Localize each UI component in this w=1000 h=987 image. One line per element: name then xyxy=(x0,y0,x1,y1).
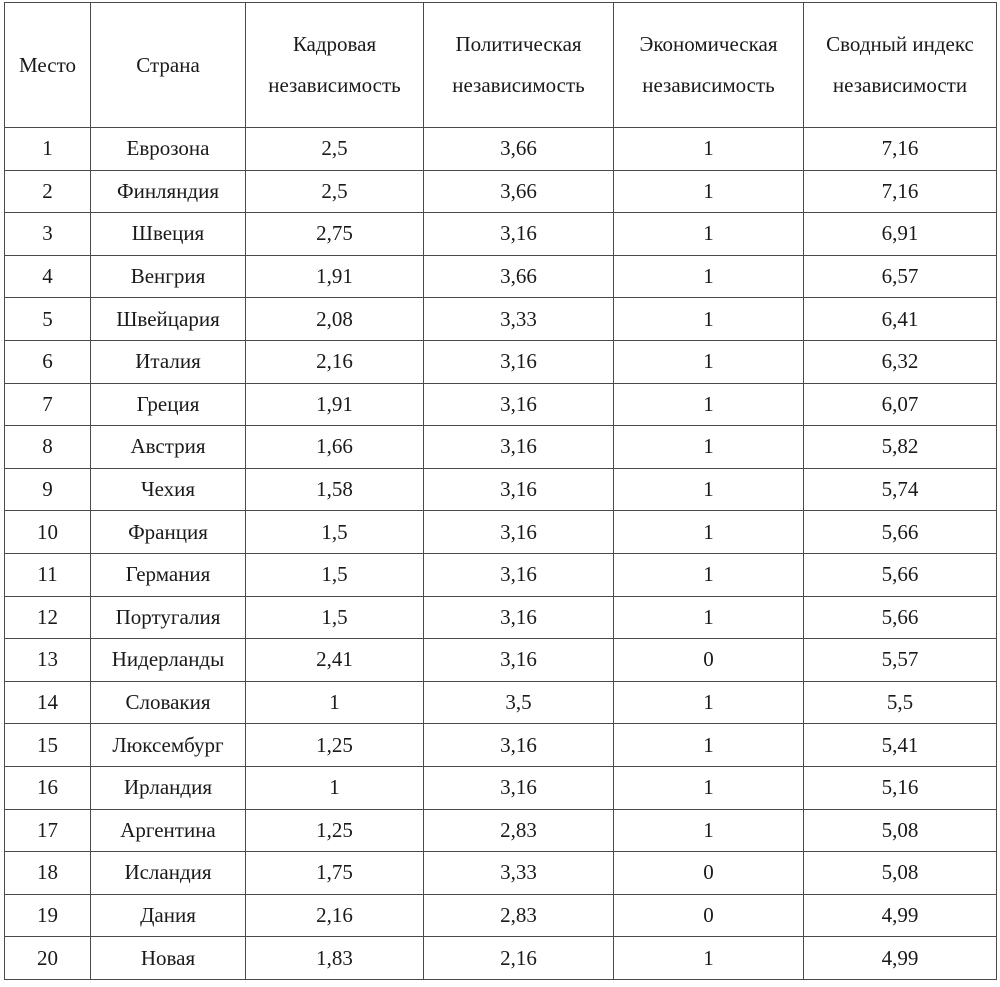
cell-composite-index: 5,66 xyxy=(804,511,997,554)
header-political-independence: Политическая независимость xyxy=(424,3,614,128)
table-row xyxy=(5,511,997,554)
cell-economic-independence: 1 xyxy=(614,426,804,469)
cell-composite-index: 5,41 xyxy=(804,724,997,767)
cell-composite-index: 5,66 xyxy=(804,596,997,639)
cell-composite-index: 5,5 xyxy=(804,681,997,724)
cell-political-independence: 3,16 xyxy=(424,213,614,256)
cell-place: 15 xyxy=(5,724,91,767)
table-row xyxy=(5,724,997,767)
cell-place: 7 xyxy=(5,383,91,426)
cell-place: 10 xyxy=(5,511,91,554)
cell-staff-independence: 1,58 xyxy=(246,468,424,511)
cell-political-independence: 3,5 xyxy=(424,681,614,724)
cell-country: Аргентина xyxy=(91,809,246,852)
cell-place: 12 xyxy=(5,596,91,639)
cell-country: Дания xyxy=(91,894,246,937)
cell-staff-independence: 2,08 xyxy=(246,298,424,341)
table-row xyxy=(5,340,997,383)
header-staff-independence: Кадровая независимость xyxy=(246,3,424,128)
cell-staff-independence: 2,75 xyxy=(246,213,424,256)
cell-country: Исландия xyxy=(91,852,246,895)
cell-country: Финляндия xyxy=(91,170,246,213)
cell-place: 20 xyxy=(5,937,91,980)
table-row xyxy=(5,852,997,895)
cell-political-independence: 3,66 xyxy=(424,170,614,213)
cell-political-independence: 3,16 xyxy=(424,553,614,596)
cell-economic-independence: 0 xyxy=(614,852,804,895)
header-economic-independence: Экономическая независимость xyxy=(614,3,804,128)
cell-staff-independence: 2,5 xyxy=(246,128,424,171)
cell-composite-index: 5,08 xyxy=(804,852,997,895)
cell-place: 18 xyxy=(5,852,91,895)
independence-table xyxy=(4,2,997,980)
cell-composite-index: 6,07 xyxy=(804,383,997,426)
cell-political-independence: 3,66 xyxy=(424,128,614,171)
cell-composite-index: 4,99 xyxy=(804,937,997,980)
cell-economic-independence: 1 xyxy=(614,213,804,256)
cell-country: Венгрия xyxy=(91,255,246,298)
cell-composite-index: 6,41 xyxy=(804,298,997,341)
table-row xyxy=(5,298,997,341)
cell-country: Германия xyxy=(91,553,246,596)
cell-economic-independence: 1 xyxy=(614,681,804,724)
cell-country: Люксембург xyxy=(91,724,246,767)
independence-table-container xyxy=(4,2,996,980)
cell-staff-independence: 2,5 xyxy=(246,170,424,213)
cell-economic-independence: 1 xyxy=(614,255,804,298)
cell-staff-independence: 2,41 xyxy=(246,639,424,682)
cell-economic-independence: 1 xyxy=(614,937,804,980)
cell-composite-index: 4,99 xyxy=(804,894,997,937)
header-country: Страна xyxy=(91,3,246,128)
cell-staff-independence: 2,16 xyxy=(246,894,424,937)
cell-political-independence: 3,33 xyxy=(424,852,614,895)
table-row xyxy=(5,170,997,213)
cell-composite-index: 7,16 xyxy=(804,170,997,213)
cell-political-independence: 2,83 xyxy=(424,894,614,937)
cell-staff-independence: 1,83 xyxy=(246,937,424,980)
cell-economic-independence: 1 xyxy=(614,128,804,171)
header-composite-index: Сводный индекс независимости xyxy=(804,3,997,128)
cell-political-independence: 3,16 xyxy=(424,511,614,554)
table-row xyxy=(5,553,997,596)
table-row xyxy=(5,596,997,639)
cell-place: 17 xyxy=(5,809,91,852)
cell-economic-independence: 0 xyxy=(614,639,804,682)
cell-staff-independence: 1,5 xyxy=(246,511,424,554)
table-row xyxy=(5,128,997,171)
cell-place: 3 xyxy=(5,213,91,256)
table-row xyxy=(5,468,997,511)
cell-place: 13 xyxy=(5,639,91,682)
cell-staff-independence: 2,16 xyxy=(246,340,424,383)
table-header xyxy=(5,3,997,128)
cell-place: 5 xyxy=(5,298,91,341)
cell-staff-independence: 1,5 xyxy=(246,596,424,639)
header-row xyxy=(5,3,997,128)
cell-composite-index: 5,82 xyxy=(804,426,997,469)
cell-place: 2 xyxy=(5,170,91,213)
cell-economic-independence: 1 xyxy=(614,511,804,554)
cell-economic-independence: 1 xyxy=(614,724,804,767)
cell-composite-index: 5,74 xyxy=(804,468,997,511)
cell-political-independence: 3,16 xyxy=(424,766,614,809)
cell-staff-independence: 1 xyxy=(246,766,424,809)
cell-economic-independence: 1 xyxy=(614,809,804,852)
cell-staff-independence: 1,75 xyxy=(246,852,424,895)
cell-economic-independence: 1 xyxy=(614,340,804,383)
cell-country: Франция xyxy=(91,511,246,554)
cell-political-independence: 3,66 xyxy=(424,255,614,298)
cell-economic-independence: 1 xyxy=(614,596,804,639)
cell-country: Австрия xyxy=(91,426,246,469)
cell-country: Еврозона xyxy=(91,128,246,171)
cell-staff-independence: 1,91 xyxy=(246,255,424,298)
cell-staff-independence: 1,5 xyxy=(246,553,424,596)
cell-political-independence: 3,16 xyxy=(424,596,614,639)
table-row xyxy=(5,894,997,937)
cell-political-independence: 3,16 xyxy=(424,724,614,767)
cell-composite-index: 5,57 xyxy=(804,639,997,682)
cell-economic-independence: 1 xyxy=(614,766,804,809)
cell-place: 19 xyxy=(5,894,91,937)
cell-staff-independence: 1 xyxy=(246,681,424,724)
cell-composite-index: 5,66 xyxy=(804,553,997,596)
cell-place: 8 xyxy=(5,426,91,469)
cell-place: 14 xyxy=(5,681,91,724)
table-row xyxy=(5,213,997,256)
cell-country: Ирландия xyxy=(91,766,246,809)
cell-staff-independence: 1,25 xyxy=(246,809,424,852)
cell-place: 16 xyxy=(5,766,91,809)
table-row xyxy=(5,383,997,426)
cell-political-independence: 2,16 xyxy=(424,937,614,980)
cell-composite-index: 6,32 xyxy=(804,340,997,383)
table-row xyxy=(5,681,997,724)
table-row xyxy=(5,426,997,469)
table-body xyxy=(5,128,997,980)
table-row xyxy=(5,809,997,852)
table-row xyxy=(5,255,997,298)
cell-country: Греция xyxy=(91,383,246,426)
cell-country: Италия xyxy=(91,340,246,383)
cell-political-independence: 3,16 xyxy=(424,340,614,383)
cell-country: Новая xyxy=(91,937,246,980)
cell-composite-index: 6,91 xyxy=(804,213,997,256)
cell-composite-index: 6,57 xyxy=(804,255,997,298)
cell-place: 1 xyxy=(5,128,91,171)
cell-country: Словакия xyxy=(91,681,246,724)
cell-composite-index: 7,16 xyxy=(804,128,997,171)
cell-political-independence: 3,16 xyxy=(424,468,614,511)
cell-country: Швейцария xyxy=(91,298,246,341)
cell-country: Чехия xyxy=(91,468,246,511)
cell-political-independence: 3,33 xyxy=(424,298,614,341)
cell-political-independence: 2,83 xyxy=(424,809,614,852)
cell-political-independence: 3,16 xyxy=(424,426,614,469)
table-row xyxy=(5,766,997,809)
cell-political-independence: 3,16 xyxy=(424,383,614,426)
cell-economic-independence: 1 xyxy=(614,553,804,596)
cell-economic-independence: 1 xyxy=(614,298,804,341)
cell-staff-independence: 1,66 xyxy=(246,426,424,469)
cell-place: 9 xyxy=(5,468,91,511)
cell-economic-independence: 1 xyxy=(614,170,804,213)
cell-country: Нидерланды xyxy=(91,639,246,682)
cell-staff-independence: 1,91 xyxy=(246,383,424,426)
cell-place: 6 xyxy=(5,340,91,383)
cell-composite-index: 5,08 xyxy=(804,809,997,852)
cell-place: 11 xyxy=(5,553,91,596)
cell-economic-independence: 0 xyxy=(614,894,804,937)
cell-country: Швеция xyxy=(91,213,246,256)
cell-staff-independence: 1,25 xyxy=(246,724,424,767)
cell-economic-independence: 1 xyxy=(614,468,804,511)
cell-economic-independence: 1 xyxy=(614,383,804,426)
cell-composite-index: 5,16 xyxy=(804,766,997,809)
cell-country: Португалия xyxy=(91,596,246,639)
table-row xyxy=(5,639,997,682)
cell-political-independence: 3,16 xyxy=(424,639,614,682)
cell-place: 4 xyxy=(5,255,91,298)
table-row xyxy=(5,937,997,980)
header-place: Место xyxy=(5,3,91,128)
